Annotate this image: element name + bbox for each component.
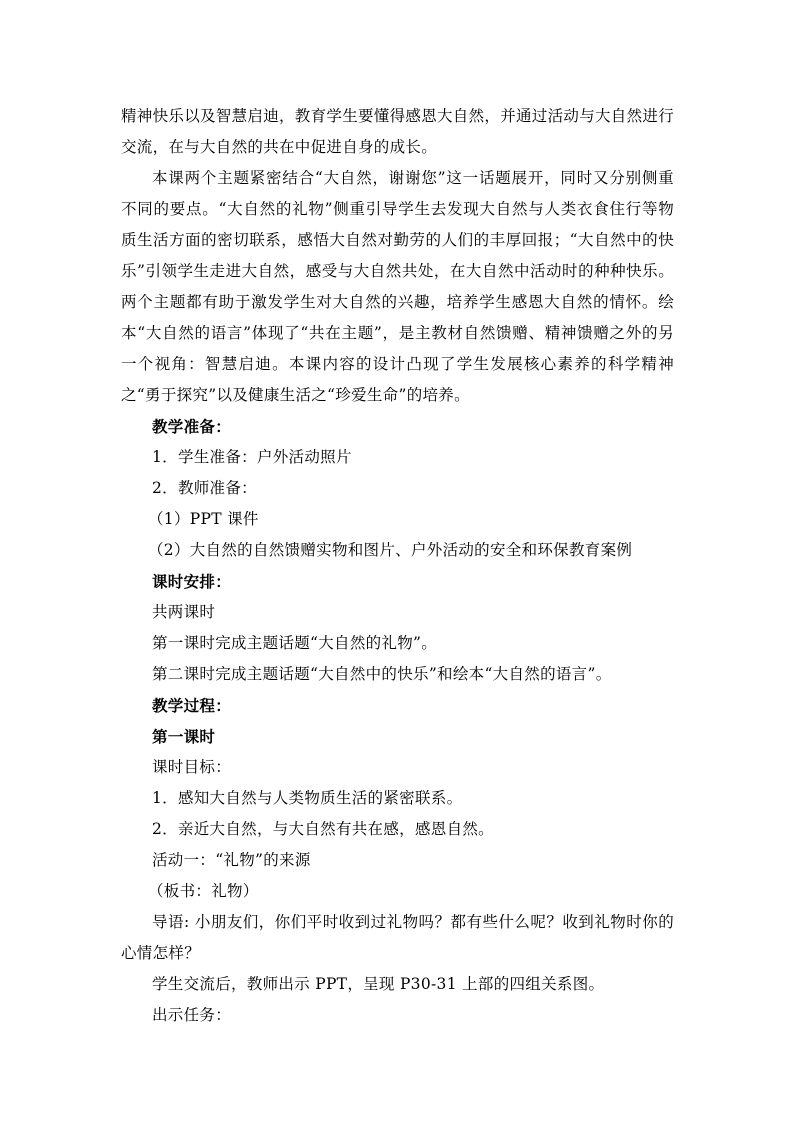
heading-schedule: 课时安排：	[152, 572, 232, 591]
lesson-goals-label: 课时目标：	[152, 758, 232, 776]
document-body	[121, 101, 674, 1031]
paragraph-lesson-overview: 本课两个主题紧密结合“大自然，谢谢您”这一话题展开，同时又分别侧重不同的要点。“大自然的礼物”侧重引导学生去发现大自然与人类衣食住行等物质生活方面的密切联系，感悟大自然对勤劳的人们的丰厚回报；“大自然中的快乐”引领学生走进大自然，感受与大自然共处，在大自然中活动时的种种快乐。两个主题都有助于激发学生对大自然的兴趣，培养学生感恩大自然的情怀。绘本“大自然的语言”体现了“共在主题”，是主教材自然馈赠、精神馈赠之外的另一个视角：智慧启迪。本课内容的设计凸现了学生发展核心素养的科学精神之“勇于探究”以及健康生活之“珍爱生命”的培养。	[121, 169, 674, 404]
prep-teacher-item-2: （2）大自然的自然馈赠实物和图片、户外活动的安全和环保教育案例	[148, 541, 633, 559]
activity-one-title: 活动一：“礼物”的来源	[152, 851, 311, 869]
intro-question: 导语: 小朋友们，你们平时收到过礼物吗？都有些什么呢？收到礼物时你的心情怎样？	[121, 913, 674, 962]
schedule-second-lesson: 第二课时完成主题话题“大自然中的快乐”和绘本“大自然的语言”。	[152, 665, 612, 683]
heading-teaching-process: 教学过程：	[152, 696, 232, 715]
prep-teacher-item-1: （1）PPT 课件	[148, 510, 259, 528]
lesson-goal-1: 1．感知大自然与人类物质生活的紧密联系。	[152, 789, 463, 807]
heading-teaching-preparation: 教学准备：	[152, 417, 232, 436]
paragraph-intro-continued: 精神快乐以及智慧启迪，教育学生要懂得感恩大自然，并通过活动与大自然进行交流，在与大自然的共在中促进自身的成长。	[121, 107, 675, 156]
heading-first-lesson: 第一课时	[152, 727, 216, 746]
prep-teacher: 2．教师准备：	[152, 479, 257, 497]
show-task: 出示任务：	[152, 1006, 232, 1024]
student-exchange: 学生交流后，教师出示 PPT，呈现 P30-31 上部的四组关系图。	[152, 975, 605, 993]
prep-student: 1．学生准备：户外活动照片	[152, 448, 352, 466]
schedule-first-lesson: 第一课时完成主题话题“大自然的礼物”。	[152, 634, 438, 652]
board-note: （板书：礼物）	[148, 882, 259, 900]
lesson-goal-2: 2．亲近大自然，与大自然有共在感，感恩自然。	[152, 820, 494, 838]
schedule-total: 共两课时	[152, 603, 216, 621]
